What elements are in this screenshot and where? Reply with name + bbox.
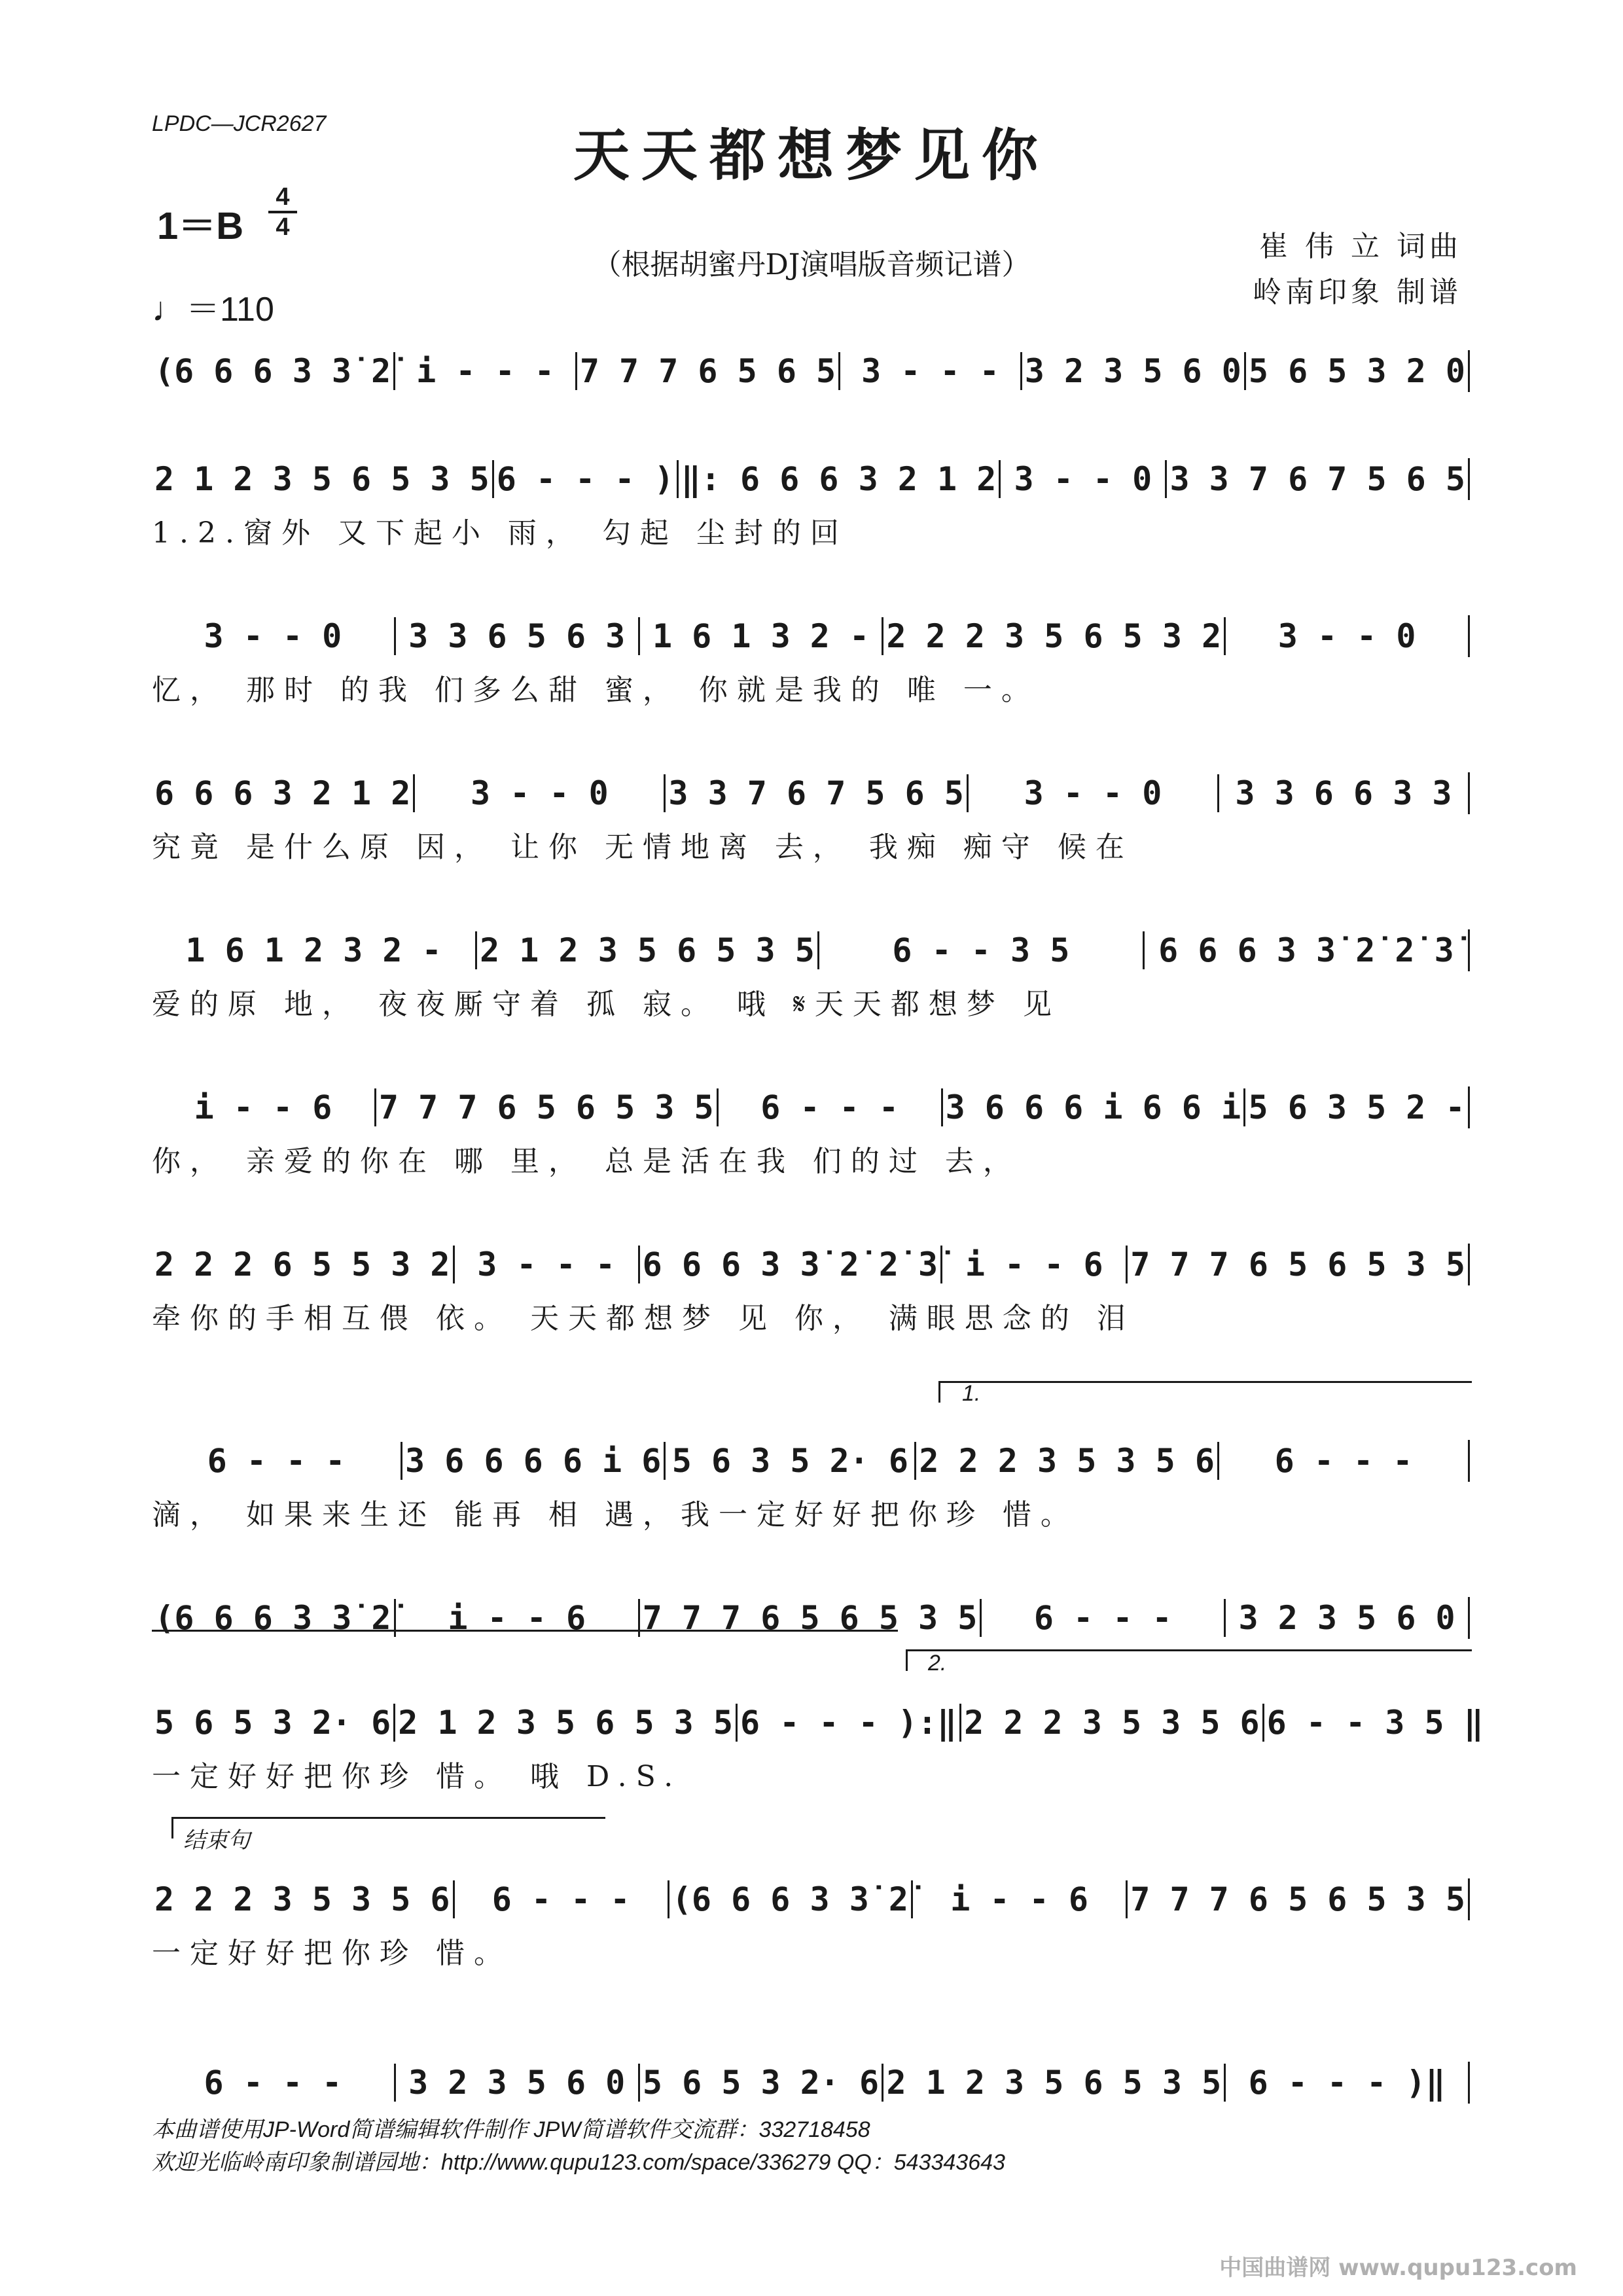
measure: (6 6 6 3 3̇ 2̇: [154, 352, 391, 390]
measure: 3 3 7 6 7 5 6 5: [664, 774, 967, 812]
score-line: [152, 772, 1470, 814]
measure: (6 6 6 3 3̇ 2̇: [154, 1599, 391, 1637]
measure: i - - 6: [194, 1088, 332, 1126]
measure: 2 2 2 6 5 5 3 2: [154, 1246, 450, 1283]
measure: 6 - - -: [453, 1880, 668, 1918]
lyric-line: 爱的原 地， 夜夜厮守着 孤 寂。 哦 𝄋天天都想梦 见: [152, 988, 1061, 1021]
measure: 6 - - - ): [492, 460, 677, 498]
measure: 2 1 2 3 5 6 5 3 5: [154, 460, 490, 498]
measure: 6 - - -: [980, 1599, 1224, 1637]
measure: 3 - - 0: [204, 617, 342, 655]
score-line: [152, 350, 1470, 392]
measure: (6 6 6 3 3̇ 2̇: [668, 1880, 911, 1918]
measure: i - - 6: [911, 1880, 1126, 1918]
measure: 5 6 3 5 2· 6: [664, 1442, 914, 1480]
measure: 6 - - - ):‖: [736, 1704, 959, 1742]
second-ending-bracket: [906, 1649, 1472, 1671]
time-signature-top: 4: [276, 183, 290, 211]
score-line: [152, 615, 1470, 657]
footer-website: 欢迎光临岭南印象制谱园地：http://www.qupu123.com/space/336279 QQ：543343643: [152, 2150, 1005, 2175]
measure: 6 - - -: [1217, 1442, 1468, 1480]
measure: 3 3 6 5 6 3: [394, 617, 638, 655]
measure: 3 2 3 5 6 0: [394, 2064, 638, 2102]
first-ending-bracket: [938, 1381, 1472, 1403]
score-line: [152, 1440, 1470, 1482]
lyric-line: 一定好好把你珍 惜。: [152, 1937, 512, 1970]
measure: 2 2 2 3 5 3 5 6: [959, 1704, 1262, 1742]
measure: 6 6 6 3 2 1 2: [154, 774, 411, 812]
measure: 2 2 2 3 5 3 5 6: [154, 1880, 450, 1918]
lyric-line: 忆， 那时 的我 们多么甜 蜜， 你就是我的 唯 一。: [152, 673, 1039, 707]
first-ending-label: 1.: [962, 1381, 981, 1406]
time-signature: [268, 185, 297, 240]
lyric-line: 一定好好把你珍 惜。 哦 D.S.: [152, 1760, 683, 1793]
score-line: [152, 929, 1470, 971]
measure: 6 - - 3 5: [817, 931, 1143, 969]
measure: 7 7 7 6 5 6 5: [575, 352, 838, 390]
score-code: LPDC—JCR2627: [152, 111, 327, 136]
song-title: 天天都想梦见你: [573, 122, 1050, 188]
lyric-line: 牵你的手相互偎 依。 天天都想梦 见 你， 满眼思念的 泪: [152, 1302, 1135, 1335]
measure: 3 3 6 6 3 3: [1217, 774, 1468, 812]
measure: 3 6 6 6 6 i 6: [401, 1442, 664, 1480]
measure: 3 6 6 6 i 6 6 i: [941, 1088, 1244, 1126]
first-ending-continuation: [152, 1630, 898, 1651]
subtitle: （根据胡蜜丹DJ演唱版音频记谱）: [592, 248, 1031, 281]
measure: 3 - - 0: [999, 460, 1165, 498]
measure: i - - 6: [394, 1599, 638, 1637]
measure: 1 6 1 3 2 -: [638, 617, 882, 655]
measure: 6 - - 3 5 ‖: [1262, 1704, 1486, 1742]
measure: 2 2 2 3 5 3 5 6: [914, 1442, 1217, 1480]
measure: 5 6 5 3 2· 6: [638, 2064, 882, 2102]
measure: 5 6 3 5 2 -: [1243, 1088, 1468, 1126]
coda-label: 结束句: [183, 1828, 250, 1853]
measure: 3 - - -: [453, 1246, 638, 1283]
second-ending-label: 2.: [928, 1651, 947, 1676]
score-line: [152, 1878, 1470, 1920]
measure: 2 2 2 3 5 6 5 3 2: [882, 617, 1224, 655]
measure: 3 2 3 5 6 0: [1020, 352, 1244, 390]
measure: 5 6 5 3 2 0: [1244, 352, 1468, 390]
measure: 7 7 7 6 5 6 5 3 5: [1126, 1246, 1468, 1283]
measure: 6 - - -: [204, 2064, 342, 2102]
site-watermark: 中国曲谱网 www.qupu123.com: [1219, 2255, 1577, 2281]
score-line: [152, 1702, 1484, 1744]
score-line: [152, 2062, 1470, 2104]
measure: ‖: 6 6 6 3 2 1 2: [677, 460, 999, 498]
measure: 6 6 6 3 3̇ 2̇ 2̇ 3̇: [638, 1246, 941, 1283]
measure: 6 - - -: [717, 1088, 941, 1126]
measure: 1 6 1 2 3 2 -: [185, 931, 442, 969]
measure: 3 - - 0: [967, 774, 1217, 812]
measure: 6 - - - )‖: [1224, 2064, 1468, 2102]
lyric-line: 究竟 是什么原 因， 让你 无情地离 去， 我痴 痴守 候在: [152, 831, 1133, 864]
measure: 2 1 2 3 5 6 5 3 5: [393, 1704, 736, 1742]
lyric-line: 1.2.窗外 又下起小 雨， 勾起 尘封的回: [152, 516, 848, 550]
measure: 6 6 6 3 3̇ 2̇ 2̇ 3̇: [1143, 931, 1468, 969]
lyric-line: 你， 亲爱的你在 哪 里， 总是活在我 们的过 去，: [152, 1145, 1021, 1178]
time-signature-bottom: 4: [276, 213, 290, 241]
measure: 7 7 7 6 5 6 5 3 5: [638, 1599, 980, 1637]
measure: 3 - - 0: [413, 774, 664, 812]
footer-software: 本曲谱使用JP-Word简谱编辑软件制作 JPW简谱软件交流群：332718458: [152, 2117, 870, 2142]
measure: 3 2 3 5 6 0: [1224, 1599, 1468, 1637]
measure: 3 - - -: [838, 352, 1020, 390]
measure: 6 - - -: [207, 1442, 346, 1480]
measure: 3 - - 0: [1224, 617, 1468, 655]
score-line: [152, 1086, 1470, 1128]
tempo-marking: ♩＝110: [152, 291, 274, 329]
measure: 3 3 7 6 7 5 6 5: [1165, 460, 1468, 498]
measure: 7 7 7 6 5 6 5 3 5: [1126, 1880, 1468, 1918]
measure: 7 7 7 6 5 6 5 3 5: [374, 1088, 717, 1126]
measure: i - - 6: [940, 1246, 1126, 1283]
measure: 2 1 2 3 5 6 5 3 5: [475, 931, 817, 969]
lyric-line: 滴， 如果来生还 能再 相 遇，我一定好好把你珍 惜。: [152, 1498, 1079, 1532]
score-line: [152, 1244, 1470, 1285]
measure: 5 6 5 3 2· 6: [154, 1704, 391, 1742]
key-signature: 1＝B: [157, 205, 244, 247]
measure: i - - -: [393, 352, 575, 390]
score-line: [152, 458, 1470, 500]
credit-arranger: 岭南印象 制谱: [1253, 276, 1462, 309]
measure: 2 1 2 3 5 6 5 3 5: [882, 2064, 1224, 2102]
credit-composer: 崔 伟 立 词曲: [1259, 230, 1462, 263]
